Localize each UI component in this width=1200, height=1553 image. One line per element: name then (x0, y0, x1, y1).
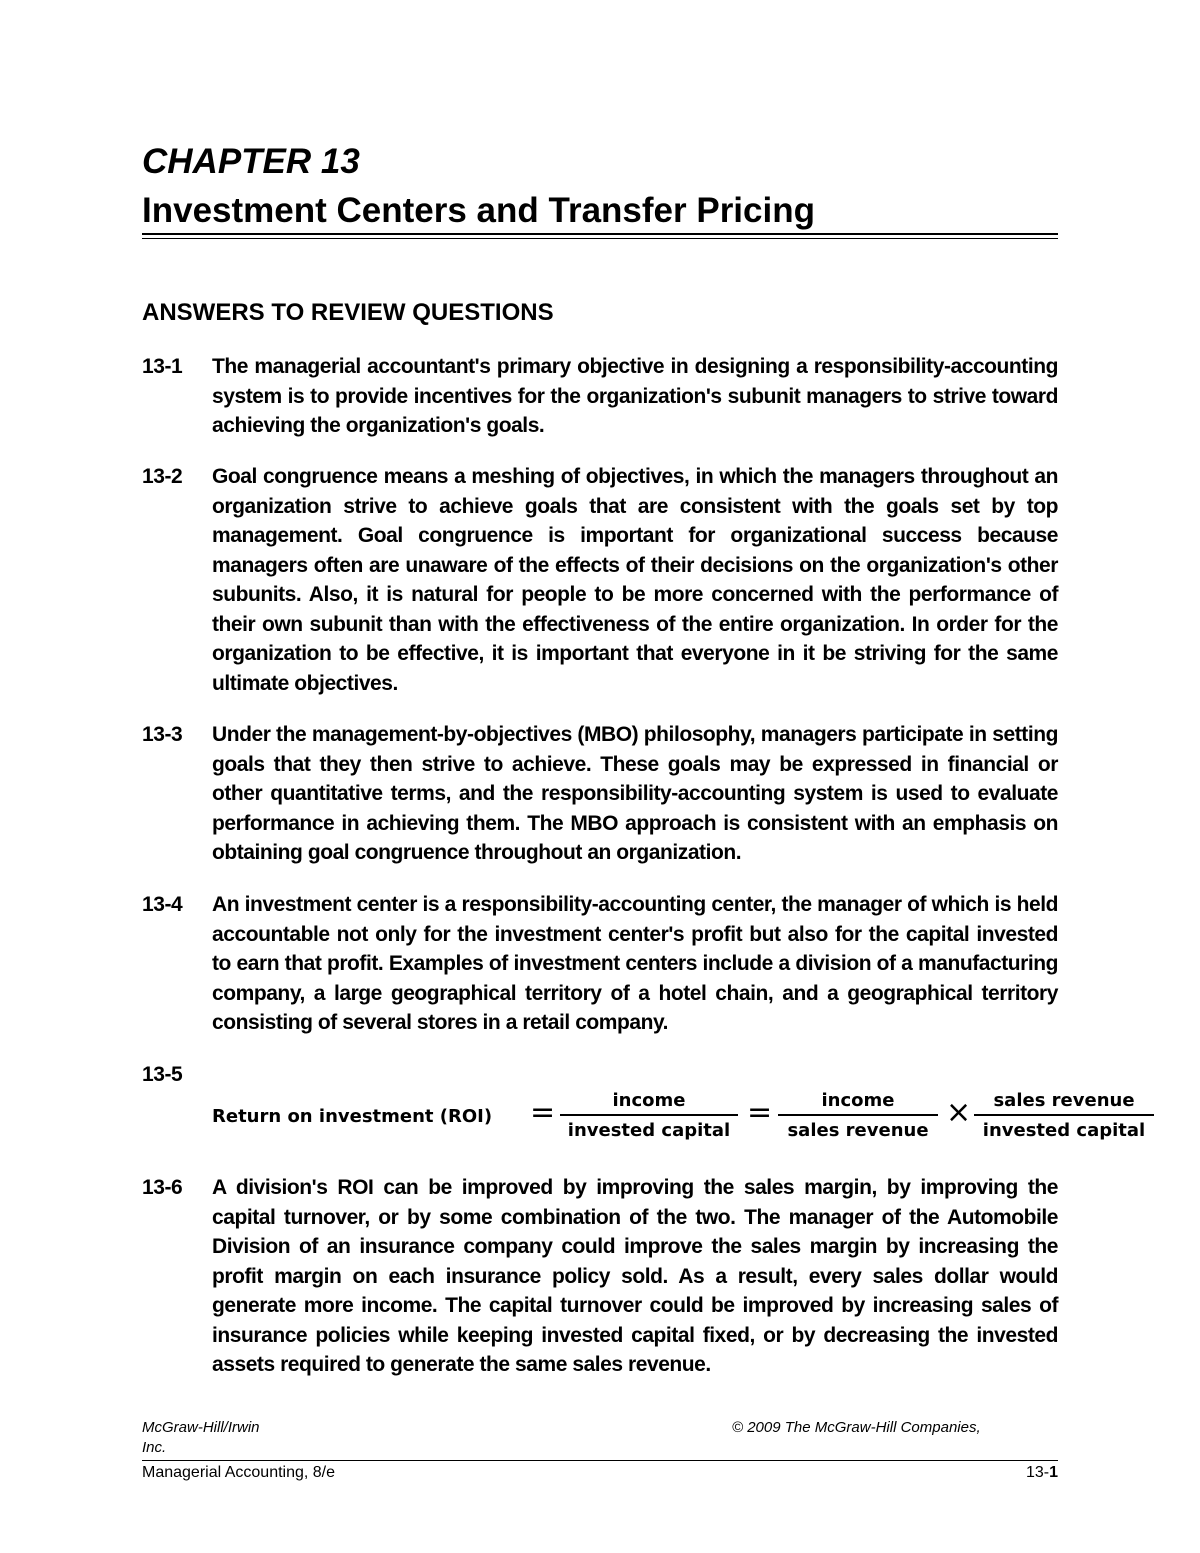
fraction-denominator: invested capital (982, 1120, 1146, 1141)
answer-text: The managerial accountant's primary objective in designing a responsibility-accounting system is to provide incentives for the organization's subunit managers to strive toward achieving the organization's goals. (212, 355, 1058, 437)
footer-book-title: Managerial Accounting, 8/e (142, 1464, 336, 1481)
chapter-label: CHAPTER 13 (142, 142, 360, 181)
footer-page-number (1026, 1463, 1058, 1482)
equals-sign: = (747, 1095, 773, 1130)
fraction-income-over-invested-capital (560, 1088, 738, 1144)
question-number: 13-6 (142, 1176, 183, 1199)
equals-sign: = (530, 1095, 556, 1130)
answer-text: Under the management-by-objectives (MBO) philosophy, managers participate in setting goals that they then strive to achieve. These goals may be expressed in financial or other quantitative terms, and the responsibility-accounting system is used to evaluate performance in achieving them. The MBO approach is consistent with an emphasis on obtaining goal congruence throughout an organization. (212, 723, 1058, 864)
page-prefix: 13- (1025, 1464, 1050, 1481)
question-13-4 (142, 890, 1058, 1038)
question-number: 13-4 (142, 893, 183, 916)
answer-text: Goal congruence means a meshing of objectives, in which the managers throughout an organization strive to achieve goals that are consistent with the goals set by top management. Goal congruence is important for organizational success because managers often are unaware of the effects of their decisions on the organization's other subunits. Also, it is natural for people to be more concerned with the performance of their own subunit than with the effectiveness of the entire organization. In order for the organization to be effective, it is important that everyone in it be striving for the same ultimate objectives. (212, 465, 1058, 695)
fraction-denominator: invested capital (567, 1120, 731, 1141)
roi-formula (212, 1088, 1172, 1148)
section-heading: ANSWERS TO REVIEW QUESTIONS (142, 299, 554, 326)
chapter-title: Investment Centers and Transfer Pricing (142, 191, 815, 230)
fraction-numerator: income (560, 1088, 738, 1116)
question-number: 13-2 (142, 465, 183, 488)
answer-text: A division's ROI can be improved by improving the sales margin, by improving the capital turnover, or by some combination of the two. The manager of the Automobile Division of an insurance company could improve the sales margin by increasing the profit margin on each insurance policy sold. As a result, every sales dollar would generate more income. The capital turnover could be improved by increasing sales of insurance policies while keeping invested capital fixed, or by decreasing the invested assets required to generate the same sales revenue. (212, 1176, 1058, 1376)
question-13-2 (142, 462, 1058, 698)
question-13-3 (142, 720, 1058, 868)
answer-text: An investment center is a responsibility-accounting center, the manager of which is held accountable not only for the investment center's profit but also for the capital invested to earn that profit. Examples of investment centers include a division of a manufacturing company, a large geographical territory of a hotel chain, and a geographical territory consisting of several stores in a retail company. (212, 893, 1058, 1034)
question-number: 13-1 (142, 355, 183, 378)
formula-lead: Return on investment (ROI) (212, 1106, 493, 1127)
fraction-sales-revenue-over-invested-capital (974, 1088, 1154, 1144)
fraction-income-over-sales-revenue (778, 1088, 938, 1144)
question-13-6 (142, 1173, 1058, 1380)
question-number: 13-5 (142, 1063, 183, 1086)
footer-copyright: © 2009 The McGraw-Hill Companies, (732, 1419, 981, 1436)
page-number: 1 (1049, 1464, 1058, 1481)
fraction-denominator: sales revenue (787, 1120, 929, 1141)
footer-rule (142, 1460, 1058, 1461)
times-sign: × (946, 1095, 972, 1130)
title-rule-thin (142, 238, 1058, 239)
question-number: 13-3 (142, 723, 183, 746)
footer-publisher-continued: Inc. (142, 1439, 167, 1456)
fraction-numerator: sales revenue (974, 1088, 1154, 1116)
question-13-1 (142, 352, 1058, 441)
title-rule-thick (142, 233, 1058, 235)
footer-publisher: McGraw-Hill/Irwin (142, 1419, 260, 1436)
fraction-numerator: income (778, 1088, 938, 1116)
